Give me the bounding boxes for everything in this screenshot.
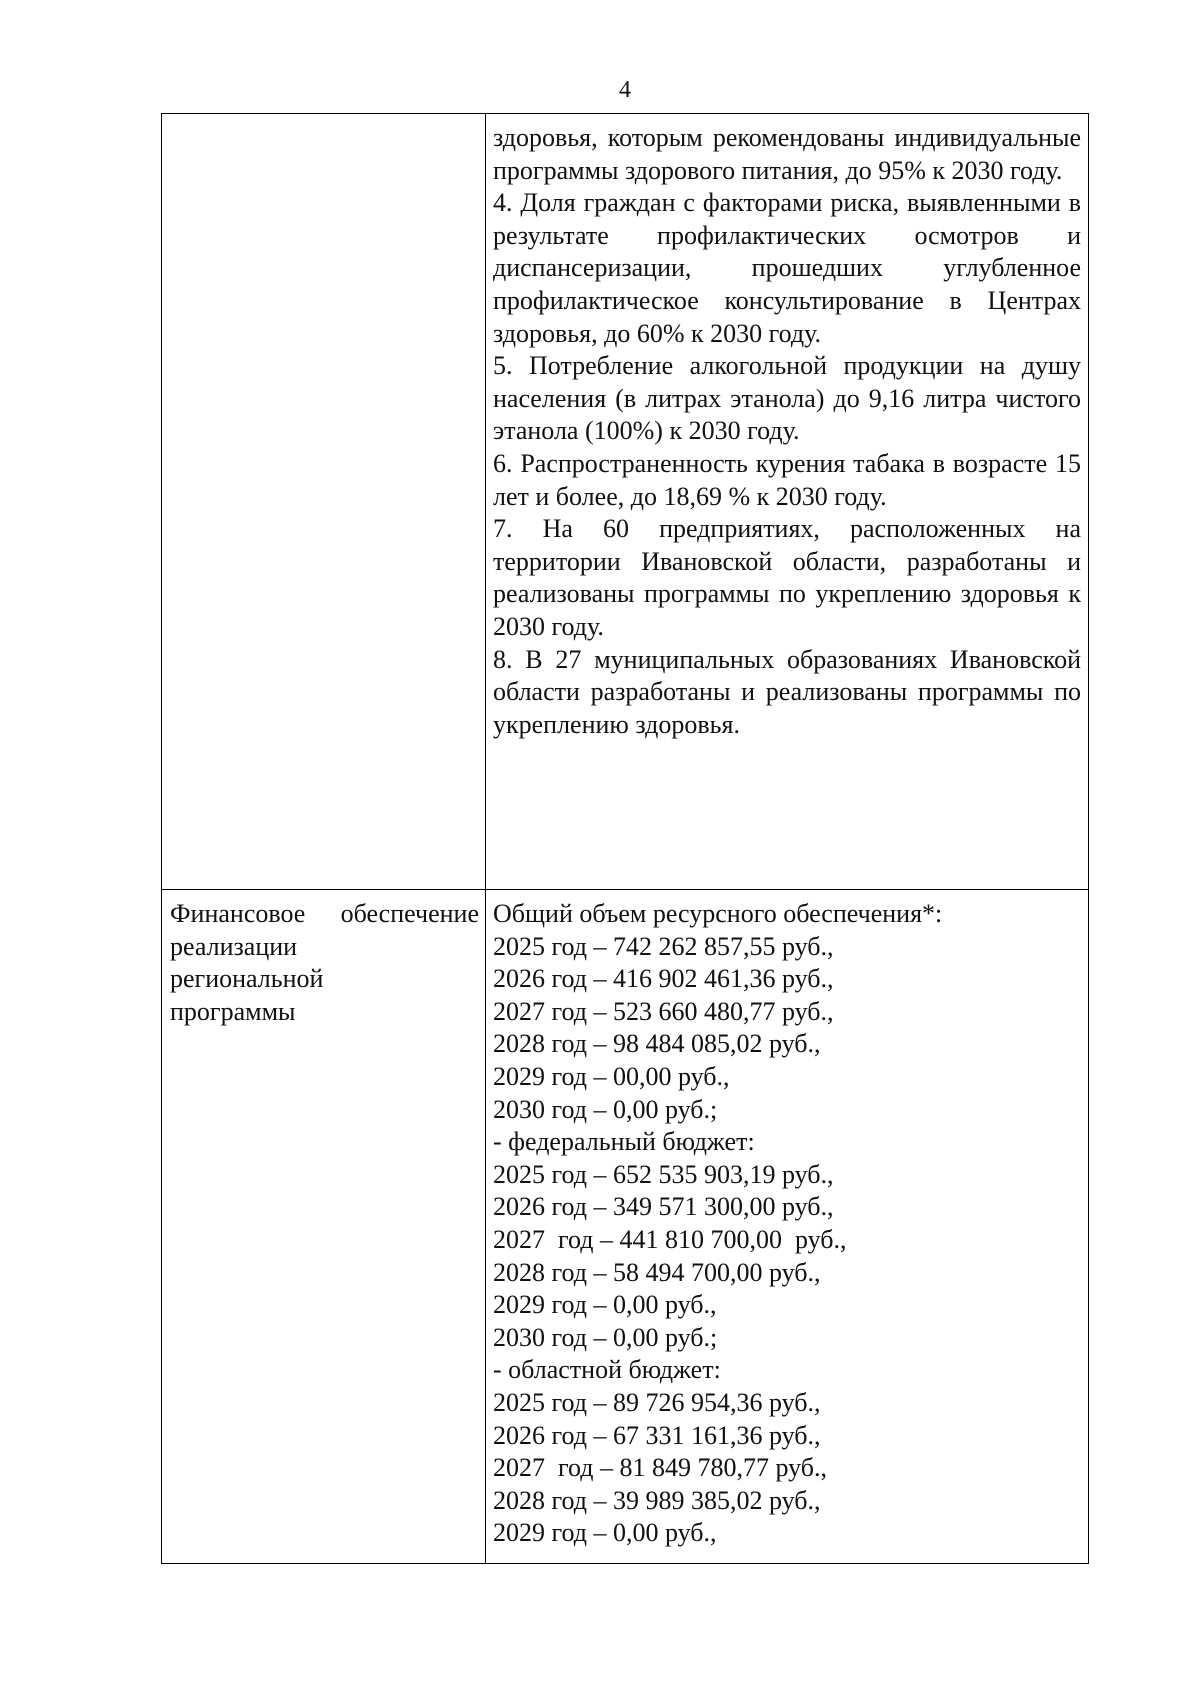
page-number: 4 xyxy=(619,77,631,103)
row1-left-text xyxy=(162,114,485,128)
row2-left-cell xyxy=(162,890,486,1564)
passport-table xyxy=(161,113,1089,1564)
row1-left-cell xyxy=(162,114,486,890)
financing-line: 2028 год – 98 484 085,02 руб., xyxy=(493,1029,821,1059)
financing-line: 2026 год – 349 571 300,00 руб., xyxy=(493,1192,834,1222)
paragraph: здоровья, которым рекомендованы индивидуальные программы здорового питания, до 95% к 2030 году. xyxy=(493,123,1081,185)
financing-values xyxy=(486,890,1088,1556)
financing-line: 2029 год – 0,00 руб., xyxy=(493,1518,717,1548)
financing-line: 2027 год – 523 660 480,77 руб., xyxy=(493,996,834,1026)
paragraph: 6. Распространенность курения табака в возрасте 15 лет и более, до 18,69 % к 2030 году. xyxy=(493,448,1081,511)
financing-line: 2027 год – 441 810 700,00 руб., xyxy=(493,1224,847,1254)
label-line: реализации xyxy=(170,931,298,961)
financing-line: 2029 год – 00,00 руб., xyxy=(493,1061,730,1091)
label-line: Финансовое обеспечение xyxy=(170,899,479,928)
financing-label xyxy=(162,890,485,1034)
financing-line: 2028 год – 58 494 700,00 руб., xyxy=(493,1257,821,1287)
financing-line: Общий объем ресурсного обеспечения*: xyxy=(493,899,943,928)
label-line: программы xyxy=(170,996,296,1026)
financing-line: 2027 год – 81 849 780,77 руб., xyxy=(493,1453,828,1483)
paragraph: 4. Доля граждан с факторами риска, выявленными в результате профилактических осмотров и диспансеризации, прошедших углубленное профилактическое консультирование в Центрах здоровья, до 60% к 2030 году. xyxy=(493,188,1081,348)
financing-line: 2025 год – 742 262 857,55 руб., xyxy=(493,931,834,961)
paragraph: 8. В 27 муниципальных образованиях Ивановской области разработаны и реализованы программы по укреплению здоровья. xyxy=(493,644,1081,739)
row1-right-cell xyxy=(486,114,1089,890)
financing-line: 2028 год – 39 989 385,02 руб., xyxy=(493,1485,821,1515)
row2-right-cell xyxy=(486,890,1089,1564)
financing-line: 2026 год – 416 902 461,36 руб., xyxy=(493,964,834,994)
financing-line: 2026 год – 67 331 161,36 руб., xyxy=(493,1420,821,1450)
financing-line: - федеральный бюджет: xyxy=(493,1127,755,1157)
paragraph: 7. На 60 предприятиях, расположенных на территории Ивановской области, разработаны и реализованы программы по укреплению здоровья к 2030 году. xyxy=(493,514,1081,641)
financing-line: - областной бюджет: xyxy=(493,1355,721,1385)
financing-line: 2029 год – 0,00 руб., xyxy=(493,1290,717,1320)
financing-line: 2025 год – 652 535 903,19 руб., xyxy=(493,1159,834,1189)
table-row xyxy=(162,114,1089,890)
financing-line: 2025 год – 89 726 954,36 руб., xyxy=(493,1387,821,1417)
financing-line: 2030 год – 0,00 руб.; xyxy=(493,1094,718,1124)
paragraph: 5. Потребление алкогольной продукции на душу населения (в литрах этанола) до 9,16 литра чистого этанола (100%) к 2030 году. xyxy=(493,351,1081,446)
table-row xyxy=(162,890,1089,1564)
label-line: региональной xyxy=(170,964,324,994)
financing-line: 2030 год – 0,00 руб.; xyxy=(493,1322,718,1352)
